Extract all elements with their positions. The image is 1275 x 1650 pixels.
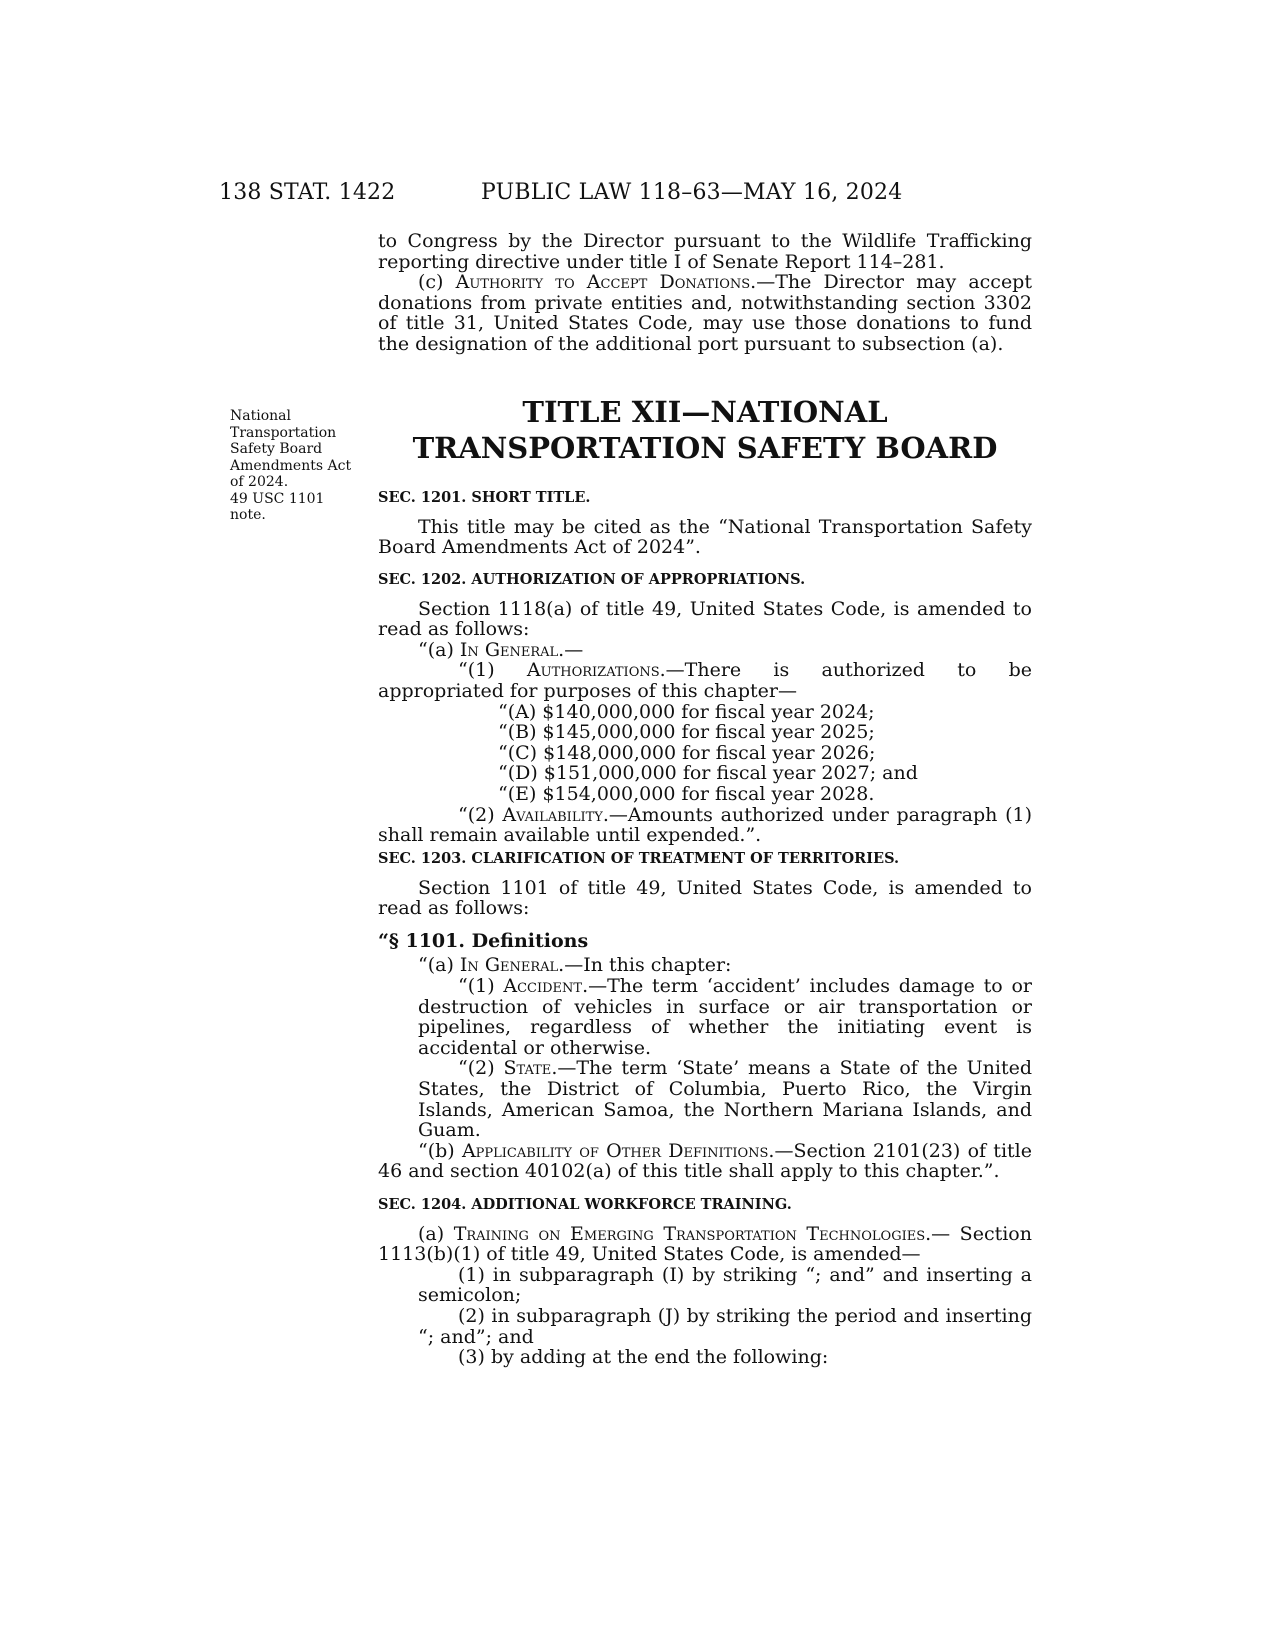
section-1202-paragraph-2	[378, 805, 1032, 846]
section-1202-subsection-a	[378, 640, 1032, 661]
intro-block	[378, 231, 1032, 355]
label: (a)	[418, 1222, 454, 1245]
margin-note-line: Transportation	[230, 424, 337, 441]
title-line-1: TITLE XII—NATIONAL	[522, 395, 888, 429]
label: “(1)	[458, 659, 527, 682]
appropriation-item: “(B) $145,000,000 for fiscal year 2025;	[498, 721, 875, 744]
amendment-item: (2) in subparagraph (J) by striking the period and inserting “; and”; and	[418, 1304, 1032, 1348]
heading: Applicability of Other Definitions	[461, 1139, 769, 1162]
text: .—The term ‘State’ means a State of the United States, the District of Columbia, Puerto Rico, the Virgin Islands, American Samoa, the Northern Mariana Islands, and Guam.	[418, 1057, 1032, 1142]
label: “(2)	[458, 803, 503, 826]
section-1201-heading: SEC. 1201. SHORT TITLE.	[378, 489, 591, 506]
subsection-c-label: (c)	[418, 271, 456, 294]
margin-note-line: 49 USC 1101	[230, 490, 325, 507]
heading: Accident	[503, 974, 583, 997]
label: “(1)	[458, 974, 504, 997]
section-1203-text: Section 1101 of title 49, United States Code, is amended to read as follows:	[378, 876, 1032, 920]
intro-paragraph: to Congress by the Director pursuant to the Wildlife Trafficking reporting directive under title I of Senate Report 114–281.	[378, 230, 1032, 273]
margin-note-line: Safety Board	[230, 441, 323, 457]
section-1202-text: Section 1118(a) of title 49, United States Code, is amended to read as follows:	[378, 597, 1032, 641]
appropriation-item: “(D) $151,000,000 for fiscal year 2027; and	[498, 762, 918, 785]
text: .—Amounts authorized under paragraph (1) shall remain available until expended.”.	[378, 803, 1033, 847]
subsection-c-heading: Authority to Accept Donations	[455, 271, 751, 294]
section-1202-heading: SEC. 1202. AUTHORIZATION OF APPROPRIATIONS.	[378, 571, 806, 588]
margin-note-line: note.	[230, 507, 266, 523]
heading: State	[503, 1057, 552, 1080]
text: .—In this chapter:	[558, 954, 732, 977]
section-1201-text: This title may be cited as the “National Transportation Safety Board Amendments Act of 2024”.	[378, 515, 1032, 559]
section-1203	[378, 849, 1032, 1182]
label: “(b)	[418, 1139, 462, 1162]
definitions-heading: “§ 1101. Definitions	[378, 929, 589, 952]
label: “(2)	[458, 1057, 504, 1080]
section-1201	[378, 488, 1032, 558]
section-1202	[378, 570, 1032, 846]
text: .—There is authorized to be appropriated for purposes of this chapter—	[378, 659, 1032, 702]
section-1202-paragraph-1	[378, 660, 1032, 701]
section-1204-heading: SEC. 1204. ADDITIONAL WORKFORCE TRAINING.	[378, 1196, 792, 1213]
appropriation-item: “(C) $148,000,000 for fiscal year 2026;	[498, 741, 876, 764]
appropriation-item: “(A) $140,000,000 for fiscal year 2024;	[498, 700, 875, 723]
margin-note-line: National	[230, 408, 291, 424]
definition-accident	[378, 976, 1032, 1058]
running-header: PUBLIC LAW 118–63—MAY 16, 2024	[481, 180, 903, 205]
stat-page-number: 138 STAT. 1422	[219, 180, 396, 205]
margin-note	[230, 408, 360, 524]
text: .— Section 1113(b)(1) of title 49, United States Code, is amended—	[378, 1222, 1032, 1266]
margin-note-line: of 2024.	[230, 474, 289, 490]
subsection-c-text: .—The Director may accept donations from private entities and, notwithstanding section 3302 of title 31, United States Code, may use those donations to fund the designation of the additional port pursuant to subsection (a).	[378, 271, 1032, 355]
dash: .—	[558, 638, 584, 661]
heading: Authorizations	[526, 659, 660, 682]
definition-state	[378, 1058, 1032, 1140]
section-1204-subsection-a	[378, 1224, 1032, 1265]
amendment-item: (1) in subparagraph (I) by striking “; and” and inserting a semicolon;	[418, 1263, 1032, 1307]
margin-note-line: Amendments Act	[230, 457, 352, 474]
title-line-2: TRANSPORTATION SAFETY BOARD	[412, 431, 998, 465]
section-1203-subsection-a	[378, 955, 1032, 976]
section-1204	[378, 1195, 1032, 1368]
heading: Training on Emerging Transportation Technologies	[453, 1222, 926, 1245]
amendment-item: (3) by adding at the end the following:	[458, 1346, 829, 1369]
label: “(a)	[418, 638, 460, 661]
title-heading	[378, 394, 1032, 466]
heading: Availability	[502, 803, 603, 826]
text: .—The term ‘accident’ includes damage to or destruction of vehicles in surface or air transportation or pipelines, regardless of whether the initiating event is accidental or otherwise.	[418, 974, 1033, 1059]
subsection-c	[378, 272, 1032, 354]
text: .—Section 2101(23) of title 46 and section 40102(a) of this title shall apply to this chapter.”.	[378, 1139, 1032, 1183]
appropriation-item: “(E) $154,000,000 for fiscal year 2028.	[498, 782, 875, 805]
section-1203-heading: SEC. 1203. CLARIFICATION OF TREATMENT OF TERRITORIES.	[378, 850, 900, 867]
heading: In General	[459, 954, 559, 977]
label: “(a)	[418, 954, 460, 977]
section-1203-subsection-b	[378, 1141, 1032, 1182]
heading: In General	[459, 638, 559, 661]
